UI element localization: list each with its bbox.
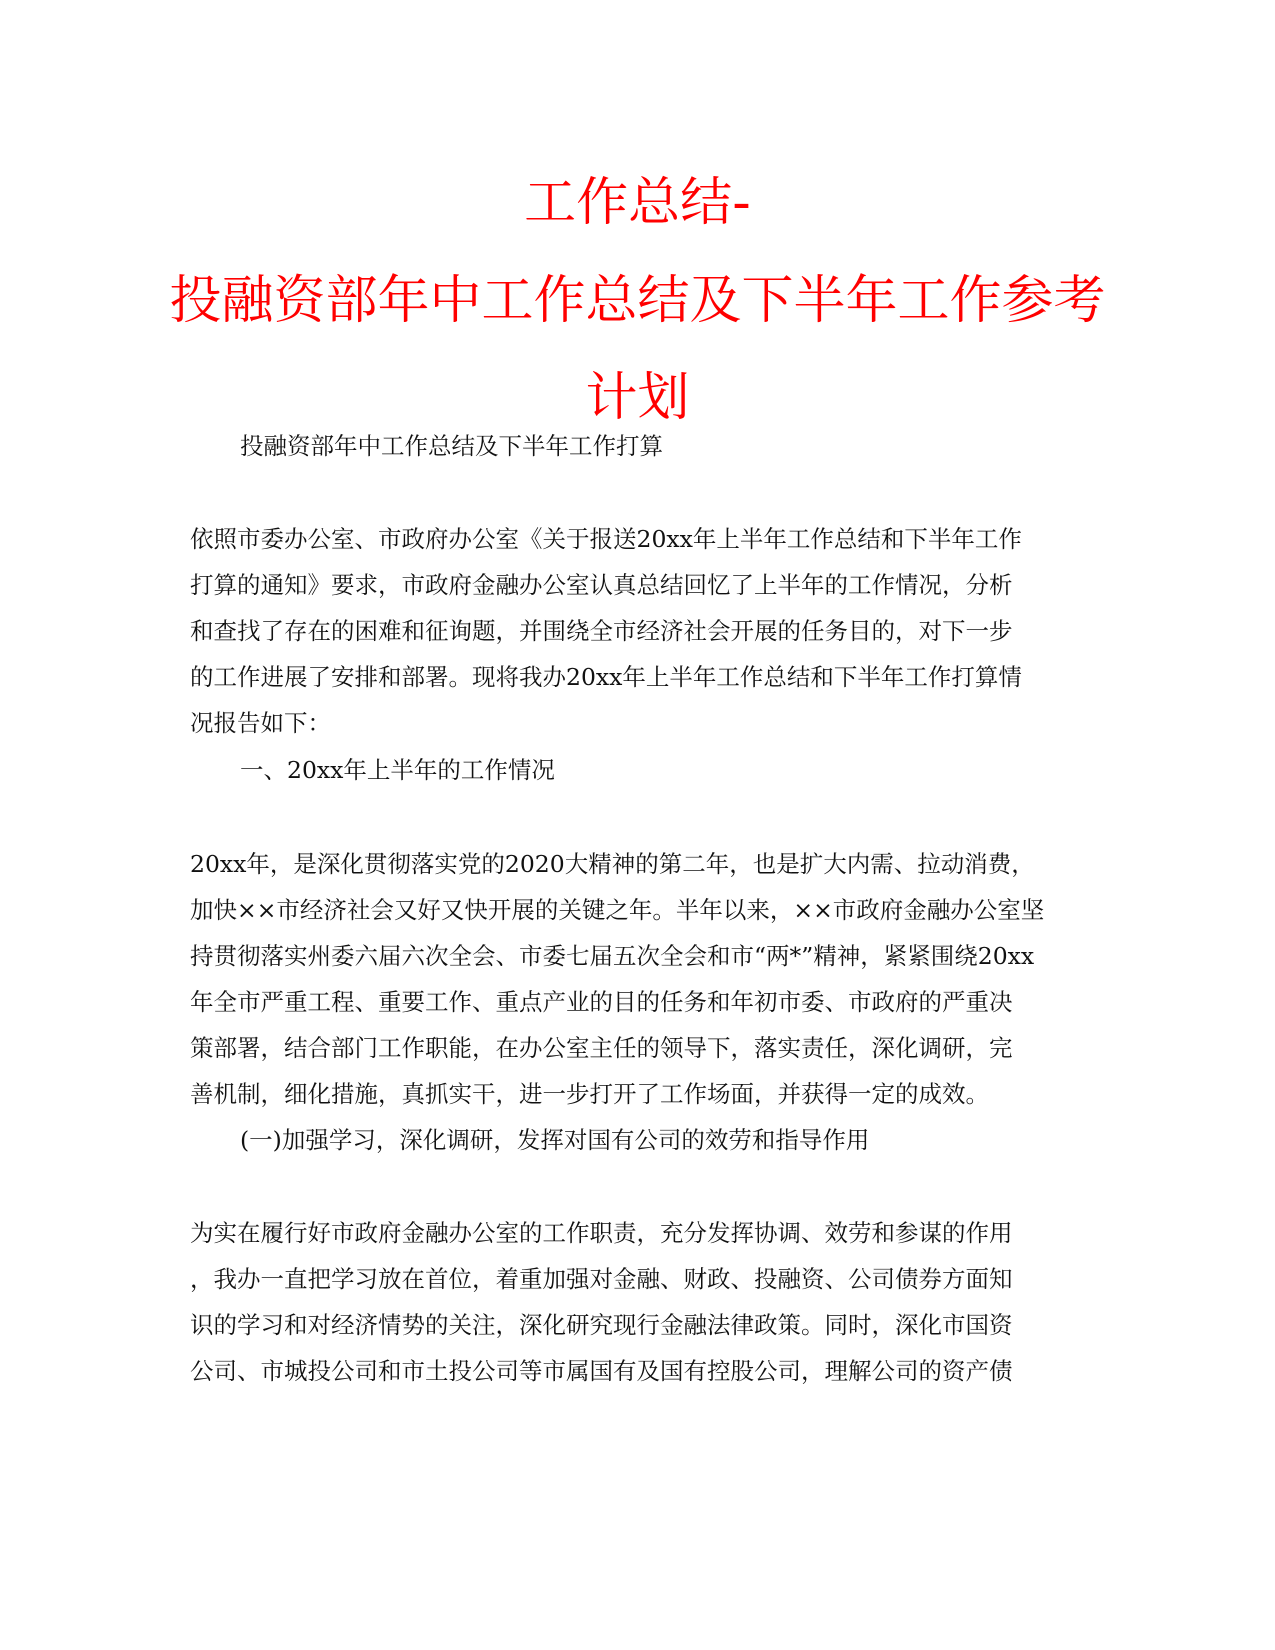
paragraph-3-line: ，我办一直把学习放在首位，着重加强对金融、财政、投融资、公司债券方面知	[190, 1265, 1013, 1293]
paragraph-2-line: 善机制，细化措施，真抓实干，进一步打开了工作场面，并获得一定的成效。	[190, 1080, 989, 1108]
document-title-line-3: 计划	[585, 368, 690, 428]
document-title-line-2: 投融资部年中工作总结及下半年工作参考	[169, 271, 1106, 331]
paragraph-3-line: 识的学习和对经济情势的关注，深化研究现行金融法律政策。同时，深化市国资	[190, 1311, 1013, 1339]
paragraph-2-line: 20xx年，是深化贯彻落实党的2020大精神的第二年，也是扩大内需、拉动消费，	[190, 850, 1035, 878]
paragraph-2-line: 持贯彻落实州委六届六次全会、市委七届五次全会和市“两*”精神，紧紧围绕20xx	[190, 942, 1035, 970]
paragraph-3-line: 为实在履行好市政府金融办公室的工作职责，充分发挥协调、效劳和参谋的作用	[190, 1219, 1013, 1247]
document-subtitle: 投融资部年中工作总结及下半年工作打算	[240, 432, 663, 460]
paragraph-2-line: 策部署，结合部门工作职能，在办公室主任的领导下，落实责任，深化调研，完	[190, 1034, 1013, 1062]
paragraph-1-line: 打算的通知》要求，市政府金融办公室认真总结回忆了上半年的工作情况，分析	[190, 571, 1013, 599]
paragraph-3-line: 公司、市城投公司和市土投公司等市属国有及国有控股公司，理解公司的资产债	[190, 1357, 1013, 1385]
paragraph-1-line: 和查找了存在的困难和征询题，并围绕全市经济社会开展的任务目的，对下一步	[190, 617, 1013, 645]
paragraph-2-line: 年全市严重工程、重要工作、重点产业的目的任务和年初市委、市政府的严重决	[190, 988, 1013, 1016]
section-heading-1: 一、20xx年上半年的工作情况	[240, 756, 555, 784]
paragraph-2-line: 加快××市经济社会又好又快开展的关键之年。半年以来，××市政府金融办公室坚	[190, 896, 1045, 924]
document-title-line-1: 工作总结-	[524, 173, 751, 233]
section-heading-2: (一)加强学习，深化调研，发挥对国有公司的效劳和指导作用	[240, 1126, 870, 1154]
paragraph-1-line: 依照市委办公室、市政府办公室《关于报送20xx年上半年工作总结和下半年工作	[190, 525, 1022, 553]
paragraph-1-line: 况报告如下：	[190, 709, 331, 737]
paragraph-1-line: 的工作进展了安排和部署。现将我办20xx年上半年工作总结和下半年工作打算情	[190, 663, 1022, 691]
